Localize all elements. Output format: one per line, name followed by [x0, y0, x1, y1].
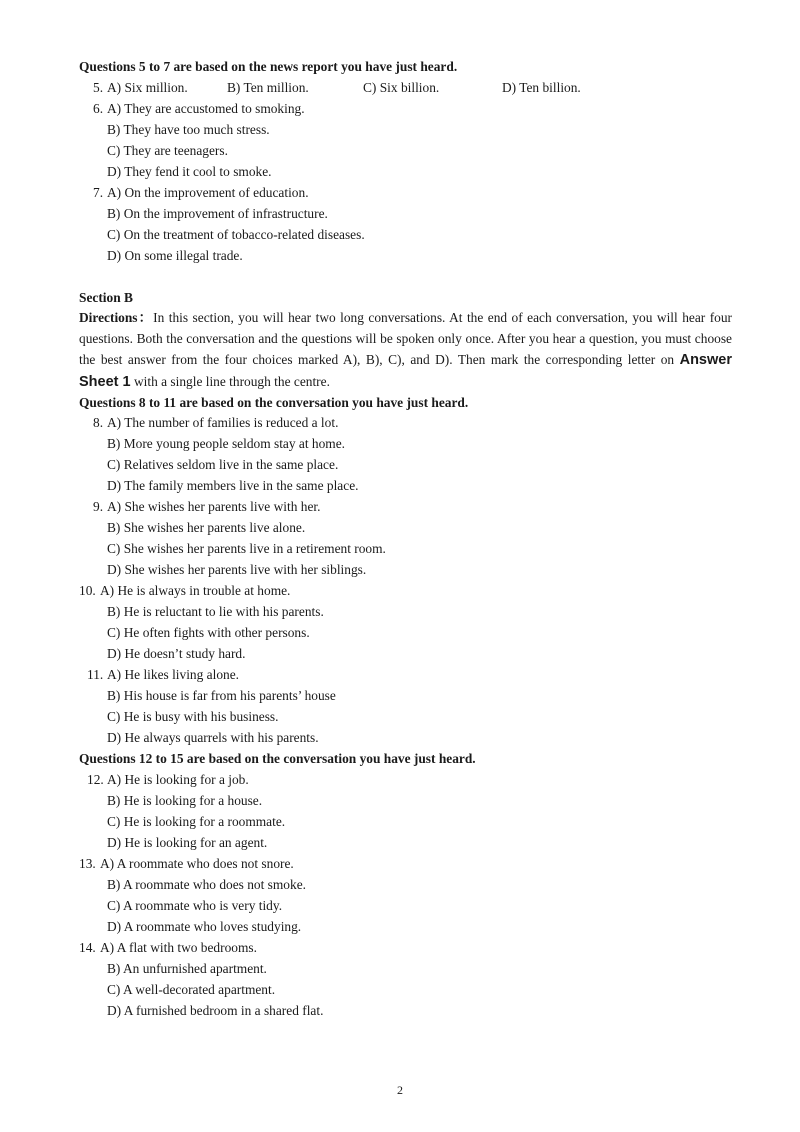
- q8-option-b: B) More young people seldom stay at home.: [107, 436, 346, 451]
- q10-option-c: C) He often fights with other persons.: [107, 625, 310, 640]
- q10-option-b: B) He is reluctant to lie with his parents.: [107, 604, 324, 619]
- q9-option-d: D) She wishes her parents live with her siblings.: [107, 562, 367, 577]
- page-number: 2: [397, 1083, 403, 1097]
- answer-sheet-label: Answer Sheet 1: [79, 352, 732, 390]
- q8-option-d: D) The family members live in the same place.: [107, 478, 359, 493]
- section-b-directions: [79, 307, 732, 393]
- q10-number: 10.: [79, 583, 96, 598]
- q11-option-b: B) His house is far from his parents’ house: [107, 688, 336, 703]
- q6-option-b: B) They have too much stress.: [107, 122, 270, 137]
- q12-option-b: B) He is looking for a house.: [107, 793, 263, 808]
- q13-option-d: D) A roommate who loves studying.: [107, 919, 302, 934]
- q5-option-a: A) Six million.: [107, 80, 188, 95]
- q7-option-d: D) On some illegal trade.: [107, 248, 243, 263]
- q11-option-a: A) He likes living alone.: [107, 667, 240, 682]
- q5-option-b: B) Ten million.: [227, 80, 309, 95]
- q14-option-a: A) A flat with two bedrooms.: [100, 940, 257, 955]
- q14-number: 14.: [79, 940, 96, 955]
- q8-option-a: A) The number of families is reduced a lot.: [107, 415, 339, 430]
- q10-option-a: A) He is always in trouble at home.: [100, 583, 291, 598]
- q7-option-a: A) On the improvement of education.: [107, 185, 309, 200]
- q12-number: 12.: [87, 772, 104, 787]
- q7-number: 7.: [93, 185, 104, 200]
- q11-option-c: C) He is busy with his business.: [107, 709, 279, 724]
- q8-option-c: C) Relatives seldom live in the same place.: [107, 457, 339, 472]
- q13-number: 13.: [79, 856, 96, 871]
- q11-number: 11.: [87, 667, 104, 682]
- q11-option-d: D) He always quarrels with his parents.: [107, 730, 319, 745]
- q7-option-c: C) On the treatment of tobacco-related diseases.: [107, 227, 365, 242]
- group-5-7-heading: Questions 5 to 7 are based on the news report you have just heard.: [79, 59, 458, 74]
- group-12-15-heading: Questions 12 to 15 are based on the conversation you have just heard.: [79, 751, 476, 766]
- section-b-title: Section B: [79, 290, 133, 305]
- q6-number: 6.: [93, 101, 104, 116]
- directions-end: with a single line through the centre.: [133, 374, 330, 389]
- q5-option-c: C) Six billion.: [363, 80, 440, 95]
- q5-option-d: D) Ten billion.: [502, 80, 581, 95]
- q14-option-c: C) A well-decorated apartment.: [107, 982, 276, 997]
- q5-number: 5.: [93, 80, 104, 95]
- q6-option-d: D) They fend it cool to smoke.: [107, 164, 272, 179]
- group-8-11-heading: Questions 8 to 11 are based on the conversation you have just heard.: [79, 395, 469, 410]
- q6-option-c: C) They are teenagers.: [107, 143, 228, 158]
- directions-text: In this section, you will hear two long conversations. At the end of each conversation, you will hear four questions. Both the conversation and the questions will be spoken only once. After you hear a question, you must choose the best answer from the four choices marked A), B), C), and D). Then mark the corresponding letter on: [79, 310, 733, 367]
- q13-option-b: B) A roommate who does not smoke.: [107, 877, 306, 892]
- q9-option-c: C) She wishes her parents live in a retirement room.: [107, 541, 386, 556]
- q13-option-a: A) A roommate who does not snore.: [100, 856, 294, 871]
- q7-option-b: B) On the improvement of infrastructure.: [107, 206, 328, 221]
- q14-option-d: D) A furnished bedroom in a shared flat.: [107, 1003, 324, 1018]
- q12-option-a: A) He is looking for a job.: [107, 772, 249, 787]
- q9-option-b: B) She wishes her parents live alone.: [107, 520, 306, 535]
- q12-option-c: C) He is looking for a roommate.: [107, 814, 286, 829]
- q6-option-a: A) They are accustomed to smoking.: [107, 101, 305, 116]
- q9-number: 9.: [93, 499, 104, 514]
- q8-number: 8.: [93, 415, 104, 430]
- q9-option-a: A) She wishes her parents live with her.: [107, 499, 321, 514]
- q12-option-d: D) He is looking for an agent.: [107, 835, 268, 850]
- q10-option-d: D) He doesn’t study hard.: [107, 646, 246, 661]
- q14-option-b: B) An unfurnished apartment.: [107, 961, 267, 976]
- q13-option-c: C) A roommate who is very tidy.: [107, 898, 283, 913]
- directions-label: Directions：: [79, 310, 154, 325]
